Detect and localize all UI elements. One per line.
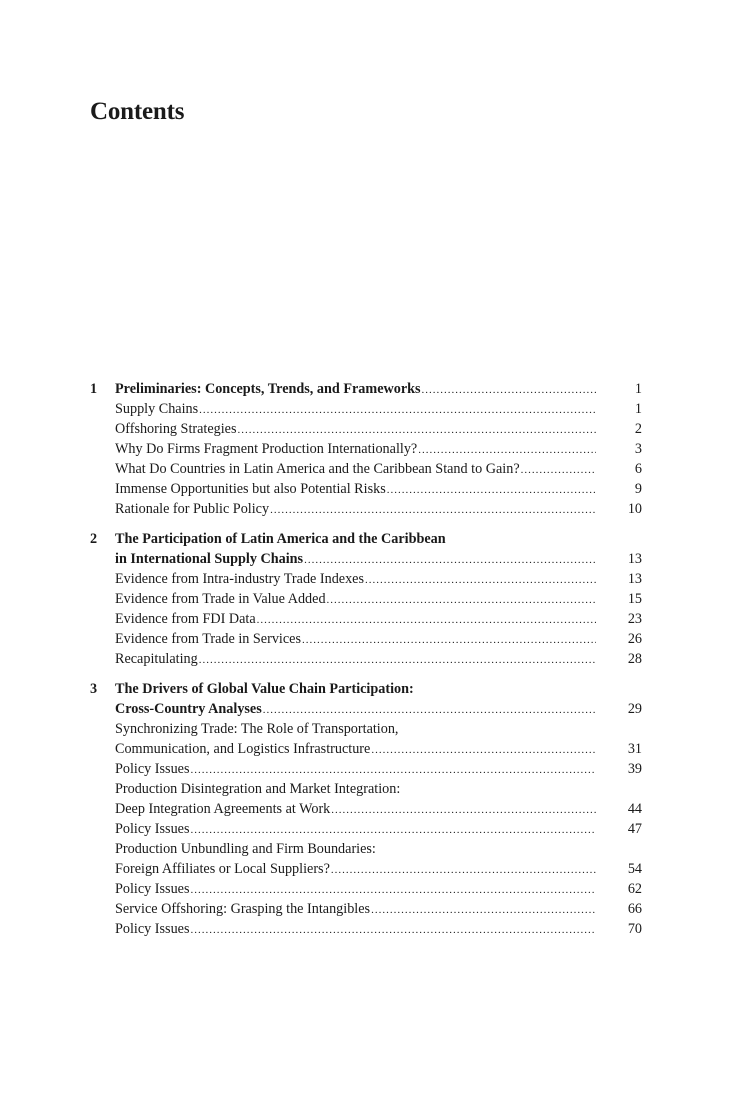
section-title: Deep Integration Agreements at Work [115, 801, 331, 817]
page-number: 31 [627, 741, 642, 757]
section-title: Production Disintegration and Market Integration: [115, 781, 401, 797]
section-entry[interactable] [90, 499, 642, 519]
page-number: 47 [627, 821, 642, 837]
chapter-title: Preliminaries: Concepts, Trends, and Frameworks [115, 381, 421, 397]
chapter-title: Cross-Country Analyses [115, 701, 262, 717]
section-entry[interactable] [90, 919, 642, 939]
page-number: 26 [627, 631, 642, 647]
chapter-heading-line[interactable] [90, 699, 642, 719]
section-title: Recapitulating [115, 651, 198, 667]
section-title: What Do Countries in Latin America and the Caribbean Stand to Gain? [115, 461, 520, 477]
section-entry[interactable] [90, 799, 642, 819]
dot-leader [263, 701, 596, 719]
section-title: Offshoring Strategies [115, 421, 237, 437]
section-entry[interactable] [90, 459, 642, 479]
page-number: 2 [634, 421, 642, 437]
page-number: 1 [634, 381, 642, 397]
dot-leader [257, 611, 596, 629]
page-number: 13 [627, 571, 642, 587]
section-entry[interactable] [90, 859, 642, 879]
page-number: 13 [627, 551, 642, 567]
dot-leader [190, 881, 596, 899]
toc-chapter [90, 679, 642, 939]
chapter-heading-line[interactable] [90, 379, 642, 399]
section-title: Policy Issues [115, 921, 190, 937]
chapter-number: 3 [90, 681, 98, 697]
section-title: Immense Opportunities but also Potential Risks [115, 481, 386, 497]
chapter-heading-line[interactable] [90, 529, 642, 549]
section-title: Foreign Affiliates or Local Suppliers? [115, 861, 330, 877]
page-number: 54 [627, 861, 642, 877]
page-number: 39 [627, 761, 642, 777]
dot-leader [199, 401, 596, 419]
page-title: Contents [90, 98, 185, 125]
section-entry[interactable] [90, 569, 642, 589]
section-entry[interactable] [90, 879, 642, 899]
section-title: Evidence from Trade in Value Added [115, 591, 326, 607]
page-number: 3 [634, 441, 642, 457]
section-title: Service Offshoring: Grasping the Intangibles [115, 901, 371, 917]
dot-leader [190, 761, 596, 779]
toc-chapter [90, 379, 642, 519]
section-entry[interactable] [90, 759, 642, 779]
section-entry[interactable] [90, 629, 642, 649]
section-title: Policy Issues [115, 881, 190, 897]
page-number: 9 [634, 481, 642, 497]
page-number: 66 [627, 901, 642, 917]
dot-leader [331, 801, 596, 819]
section-title: Supply Chains [115, 401, 199, 417]
page-number: 28 [627, 651, 642, 667]
dot-leader [270, 501, 596, 519]
table-of-contents [90, 379, 642, 949]
dot-leader [331, 861, 596, 879]
dot-leader [199, 651, 596, 669]
section-title: Policy Issues [115, 821, 190, 837]
section-title: Policy Issues [115, 761, 190, 777]
section-title: Communication, and Logistics Infrastructure [115, 741, 371, 757]
section-entry[interactable] [90, 609, 642, 629]
page-number: 44 [627, 801, 642, 817]
page-number: 10 [627, 501, 642, 517]
dot-leader [190, 921, 596, 939]
dot-leader [521, 461, 596, 479]
section-title: Rationale for Public Policy [115, 501, 270, 517]
chapter-heading-line[interactable] [90, 549, 642, 569]
section-entry[interactable] [90, 839, 642, 859]
dot-leader [422, 381, 596, 399]
section-entry[interactable] [90, 899, 642, 919]
dot-leader [387, 481, 596, 499]
chapter-number: 2 [90, 531, 98, 547]
page-number: 15 [627, 591, 642, 607]
section-title: Evidence from FDI Data [115, 611, 256, 627]
dot-leader [418, 441, 596, 459]
section-entry[interactable] [90, 439, 642, 459]
dot-leader [190, 821, 596, 839]
dot-leader [238, 421, 597, 439]
section-entry[interactable] [90, 819, 642, 839]
dot-leader [327, 591, 596, 609]
chapter-title: The Drivers of Global Value Chain Participation: [115, 681, 414, 697]
page-number: 70 [627, 921, 642, 937]
page-number: 6 [634, 461, 642, 477]
section-title: Why Do Firms Fragment Production Internationally? [115, 441, 418, 457]
section-title: Evidence from Intra-industry Trade Indexes [115, 571, 365, 587]
page-number: 29 [627, 701, 642, 717]
dot-leader [371, 901, 596, 919]
section-entry[interactable] [90, 719, 642, 739]
section-entry[interactable] [90, 399, 642, 419]
section-entry[interactable] [90, 479, 642, 499]
dot-leader [304, 551, 596, 569]
section-entry[interactable] [90, 649, 642, 669]
chapter-title: The Participation of Latin America and the Caribbean [115, 531, 446, 547]
dot-leader [371, 741, 596, 759]
chapter-heading-line[interactable] [90, 679, 642, 699]
toc-chapter [90, 529, 642, 669]
section-entry[interactable] [90, 589, 642, 609]
section-entry[interactable] [90, 419, 642, 439]
dot-leader [365, 571, 596, 589]
dot-leader [302, 631, 596, 649]
page-number: 62 [627, 881, 642, 897]
section-title: Synchronizing Trade: The Role of Transportation, [115, 721, 399, 737]
section-entry[interactable] [90, 779, 642, 799]
page-number: 1 [634, 401, 642, 417]
section-entry[interactable] [90, 739, 642, 759]
chapter-number: 1 [90, 381, 98, 397]
section-title: Evidence from Trade in Services [115, 631, 301, 647]
section-title: Production Unbundling and Firm Boundaries: [115, 841, 376, 857]
chapter-title: in International Supply Chains [115, 551, 304, 567]
page-number: 23 [627, 611, 642, 627]
